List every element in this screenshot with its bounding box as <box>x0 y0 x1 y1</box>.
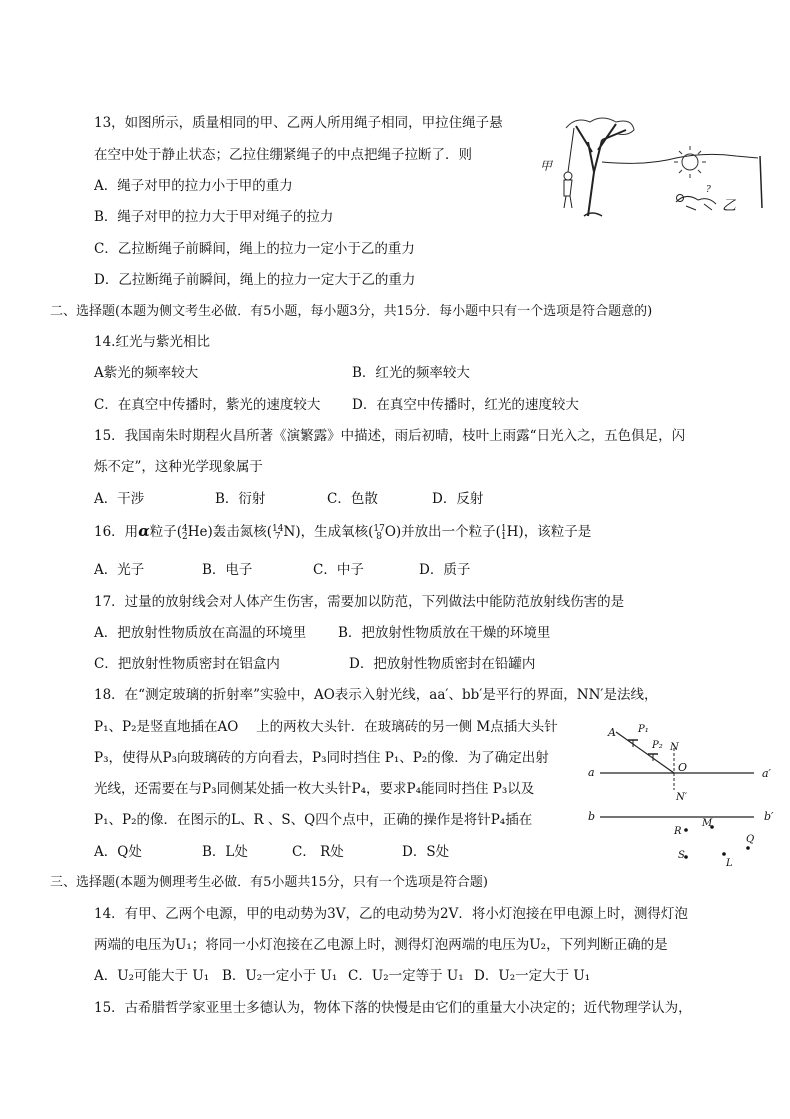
q18-fig-label-A: A <box>608 726 616 739</box>
q18-stem-line3: P₃，使得从P₃向玻璃砖的方向看去，P₃同时挡住 P₁、P₂的像．为了确定出射 <box>94 750 549 766</box>
q18-fig-label-O: O <box>678 761 688 774</box>
q16-text-2: 粒子( <box>149 524 183 540</box>
q15-stem-line2: 烁不定”，这种光学现象属于 <box>94 459 263 475</box>
q16-n-nuclide: 14 7 <box>272 523 284 542</box>
q16-text-5: O)并放出一个粒子( <box>384 524 501 540</box>
q18-fig-label-a-prime: a′ <box>762 767 772 780</box>
q16-o-nuclide: 17 8 <box>373 523 385 542</box>
q18-fig-label-P1: P₁ <box>638 724 649 735</box>
q14-option-c: C．在真空中传播时，紫光的速度较大 <box>94 397 321 413</box>
q14-option-d: D．在真空中传播时，红光的速度较大 <box>352 397 579 413</box>
q16-option-b: B．电子 <box>202 562 253 578</box>
q16-text-6: H)，该粒子是 <box>506 524 592 540</box>
q18-option-b: B．L处 <box>202 844 248 860</box>
q18-fig-label-M: M <box>702 818 713 829</box>
q14-stem: 14.红光与紫光相比 <box>94 334 210 350</box>
q18-option-d: D．S处 <box>402 844 450 860</box>
q16-text-3: He)轰击氮核( <box>187 524 273 540</box>
q18-fig-label-a: a <box>588 766 595 779</box>
q14b-option-c: C．U₂一定等于 U₁ <box>348 968 464 984</box>
svg-text:?: ? <box>706 185 711 195</box>
q18-fig-label-S: S <box>678 850 685 861</box>
q17-stem: 17．过量的放射线会对人体产生伤害，需要加以防范，下列做法中能防范放射线伤害的是 <box>94 594 625 610</box>
q18-fig-label-Q: Q <box>746 834 755 845</box>
section3-heading: 三、选择题(本题为侧理考生必做．有5小题共15分，只有一个选项是符合题) <box>50 875 488 890</box>
q15-option-b: B．衍射 <box>215 491 266 507</box>
q13-stem-line1: 13，如图所示，质量相同的甲、乙两人所用绳子相同，甲拉住绳子悬 <box>94 115 503 131</box>
q18-fig-label-P2: P₂ <box>652 740 663 751</box>
q18-stem-line2: P₁、P₂是竖直地插在AO 上的两枚大头针．在玻璃砖的另一侧 M点插大头针 <box>94 719 558 735</box>
q16-alpha: α <box>138 522 150 540</box>
q13-fig-label-yi: 乙 <box>722 198 736 214</box>
q16-option-d: D．质子 <box>419 562 471 578</box>
q18-fig-label-R: R <box>674 826 682 837</box>
q17-option-b: B．把放射性物质放在干燥的环境里 <box>338 625 551 641</box>
q18-stem-line5: P₁、P₂的像．在图示的L、R 、S、Q四个点中，正确的操作是将针P₄插在 <box>94 812 533 828</box>
q18-fig-label-b: b <box>588 810 596 823</box>
q17-option-a: A．把放射性物质放在高温的环境里 <box>94 625 307 641</box>
q14-option-a: A紫光的频率较大 <box>94 365 199 381</box>
q16-option-a: A．光子 <box>94 562 145 578</box>
q18-fig-label-L: L <box>726 858 733 869</box>
q13-figure <box>536 112 776 222</box>
q17-option-d: D．把放射性物质密封在铅罐内 <box>349 656 536 672</box>
q16-text-1: 16．用 <box>94 524 139 540</box>
q14b-option-a: A．U₂可能大于 U₁ <box>94 968 210 984</box>
q18-fig-label-b-prime: b′ <box>764 810 774 823</box>
section2-heading: 二、选择题(本题为侧文考生必做．有5小题，每小题3分，共15分．每小题中只有一个选项是符合题意的) <box>50 304 653 319</box>
q15-option-a: A．干涉 <box>94 491 145 507</box>
q16-he-nuclide: 4 2 <box>182 523 188 542</box>
q18-fig-label-N: N <box>670 742 679 753</box>
q18-stem-line4: 光线，还需要在与P₃同侧某处插一枚大头针P₄，要求P₄能同时挡住 P₃以及 <box>94 781 535 797</box>
q16-h-nuclide: 1 1 <box>500 523 507 542</box>
q13-fig-label-jia: 甲 <box>540 159 553 173</box>
q14b-option-d: D．U₂一定大于 U₁ <box>474 968 591 984</box>
q13-option-a: A．绳子对甲的拉力小于甲的重力 <box>94 178 293 194</box>
q13-option-c: C．乙拉断绳子前瞬间，绳上的拉力一定小于乙的重力 <box>94 241 415 257</box>
q18-stem-line1: 18．在“测定玻璃的折射率”实验中，AO表示入射光线，aa′、bb′是平行的界面，NN′是法线， <box>94 687 658 703</box>
q18-option-a: A．Q处 <box>94 844 142 860</box>
q14b-option-b: B．U₂一定小于 U₁ <box>222 968 338 984</box>
q15-option-d: D．反射 <box>432 491 484 507</box>
q13-option-d: D．乙拉断绳子前瞬间，绳上的拉力一定大于乙的重力 <box>94 272 416 288</box>
q18-fig-label-N-prime: N′ <box>676 792 688 803</box>
q14b-stem-line2: 两端的电压为U₁；将同一小灯泡接在乙电源上时，测得灯泡两端的电压为U₂，下列判断正确的是 <box>94 937 668 953</box>
q17-option-c: C．把放射性物质密封在铝盒内 <box>94 656 280 672</box>
q18-refraction-figure <box>582 716 786 872</box>
q15-option-c: C．色散 <box>327 491 378 507</box>
q18-option-c: C． R处 <box>292 844 344 860</box>
q13-option-b: B．绳子对甲的拉力大于甲对绳子的拉力 <box>94 209 334 225</box>
q14b-stem-line1: 14．有甲、乙两个电源，甲的电动势为3V，乙的电动势为2V．将小灯泡接在甲电源上时，测得灯泡 <box>94 906 688 922</box>
q15b-stem-line1: 15．古希腊哲学家亚里士多德认为，物体下落的快慢是由它们的重量大小决定的；近代物理学认为， <box>94 1000 692 1016</box>
q16-option-c: C．中子 <box>313 562 364 578</box>
q14-option-b: B．红光的频率较大 <box>352 365 470 381</box>
q15-stem-line1: 15．我国南朱时期程火昌所著《演繁露》中描述，雨后初晴，枝叶上雨露“日光入之，五色俱足，闪 <box>94 428 686 444</box>
q13-stem-line2: 在空中处于静止状态；乙拉住绷紧绳子的中点把绳子拉断了．则 <box>94 147 472 163</box>
q16-text-4: N)，生成氧核( <box>283 524 374 540</box>
q16-stem <box>94 522 591 541</box>
